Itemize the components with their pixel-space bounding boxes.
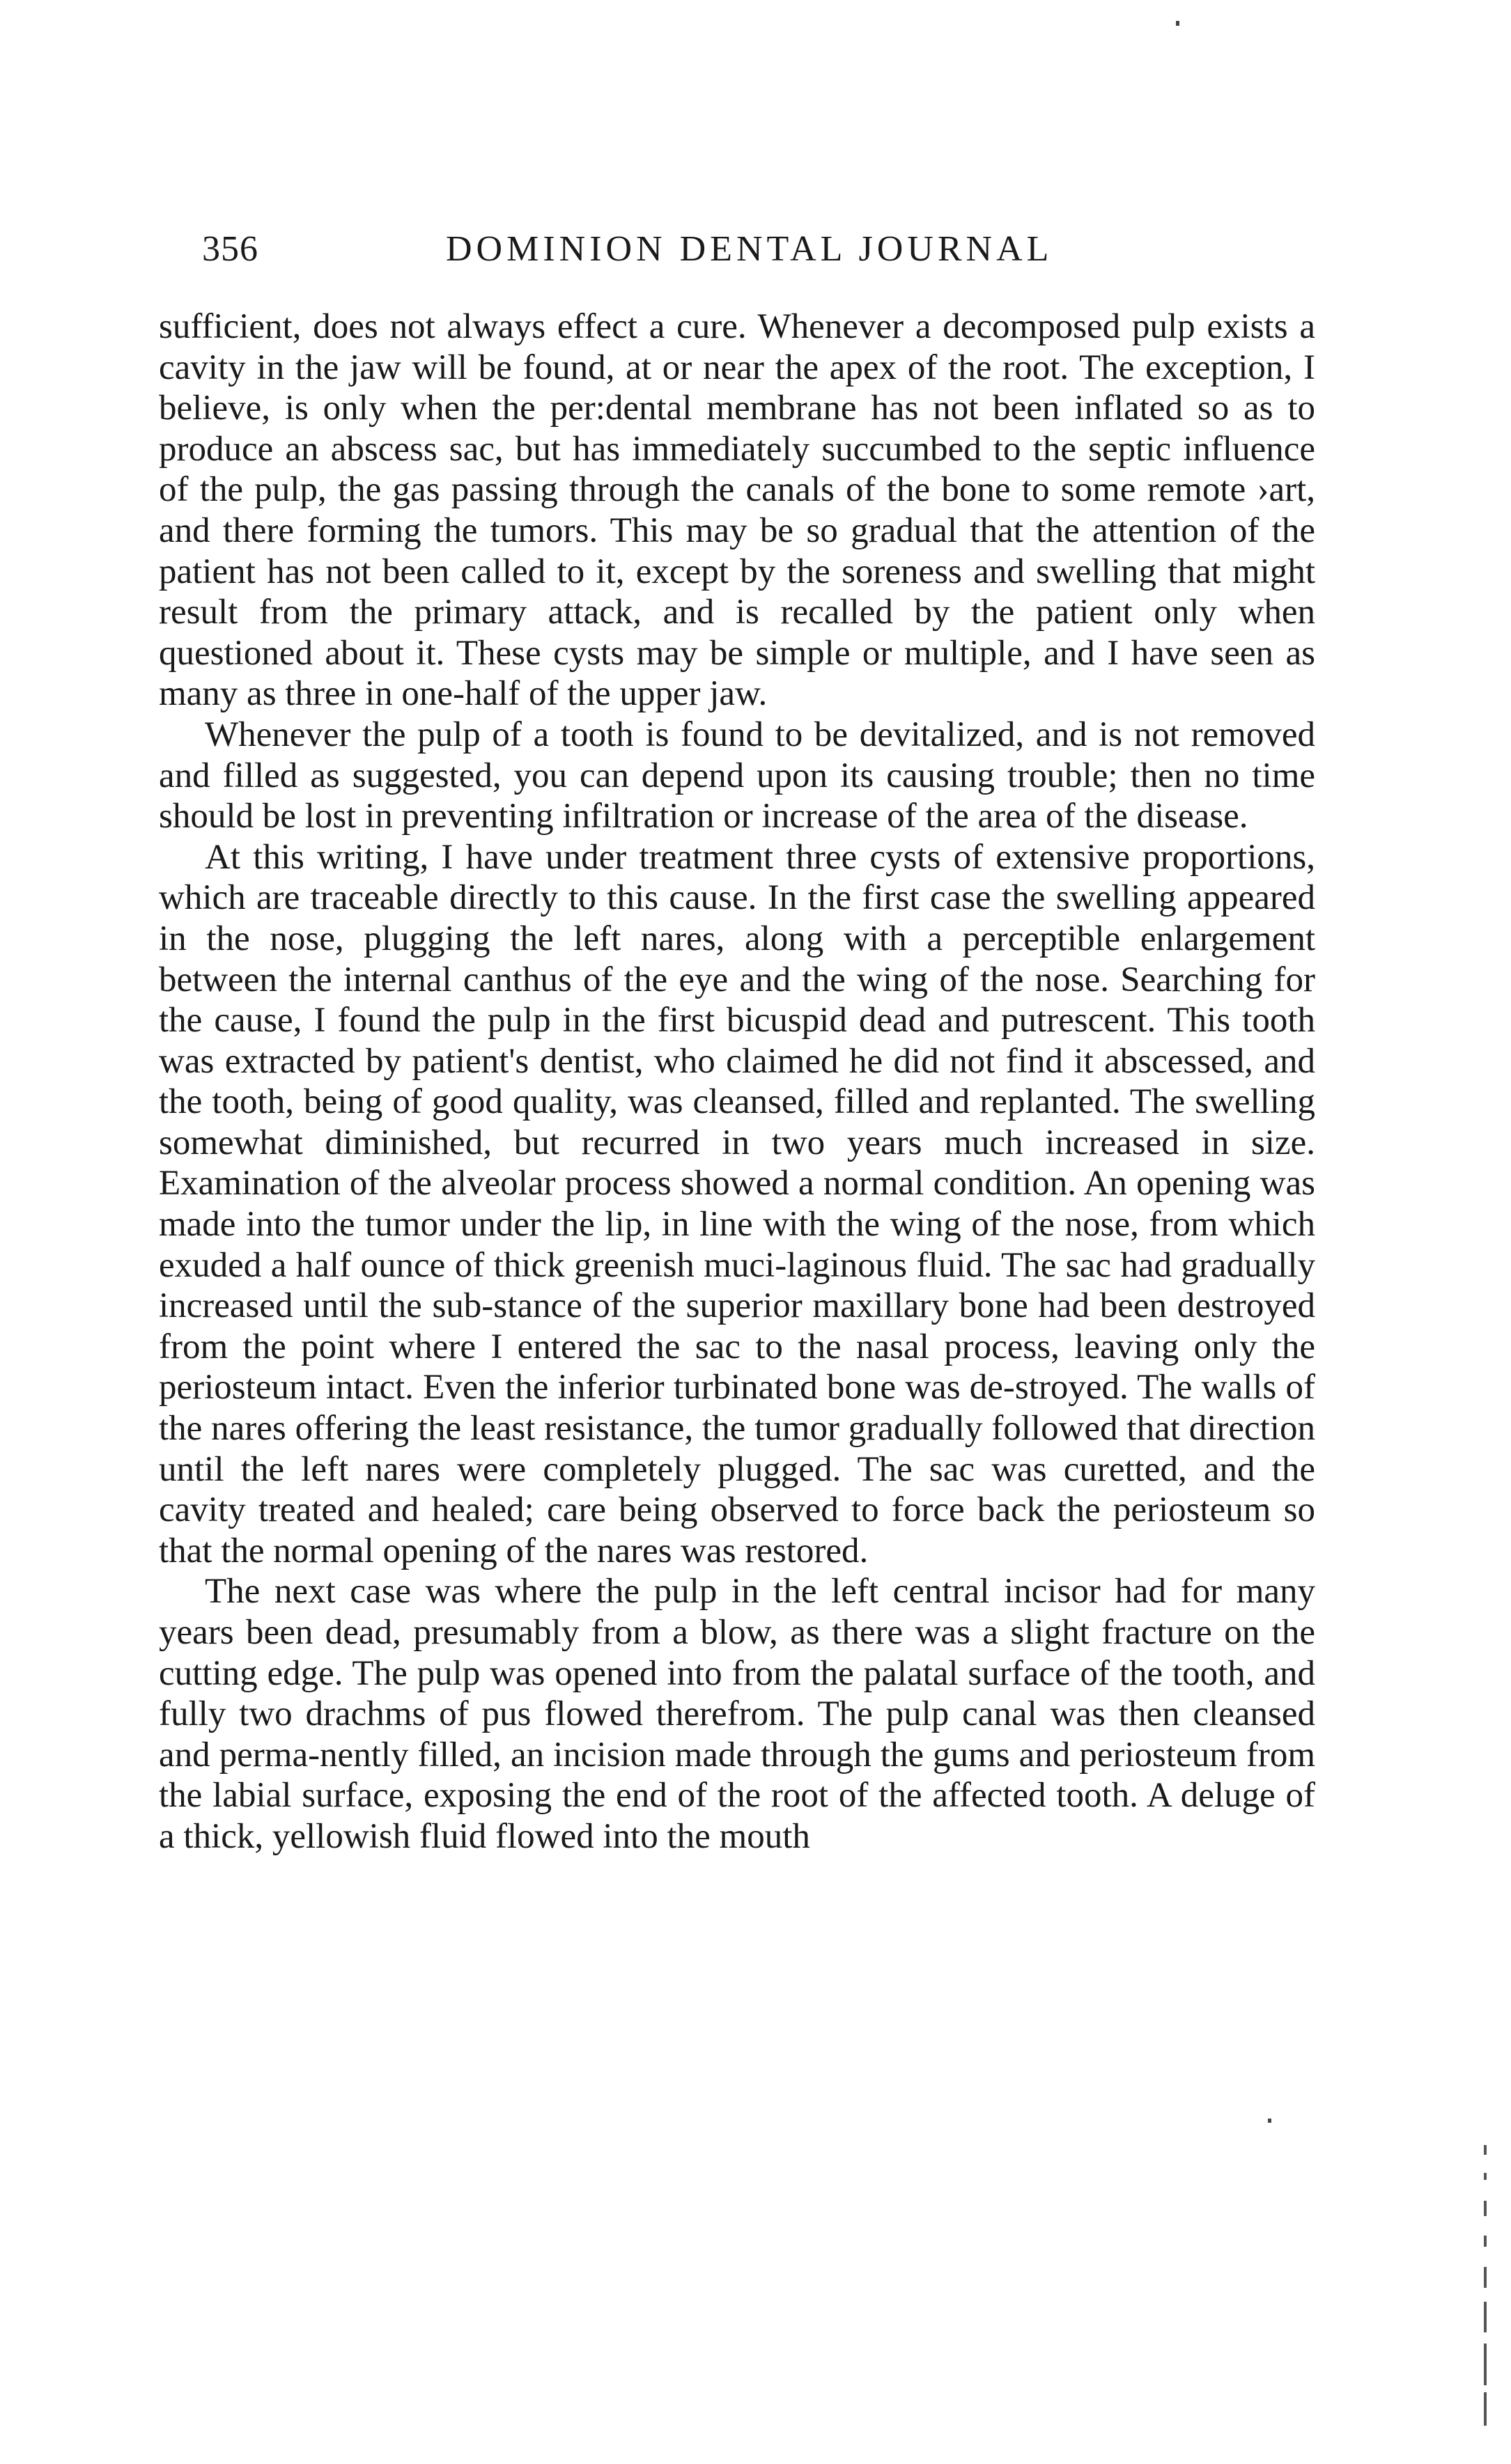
article-body (159, 306, 1315, 1857)
scan-edge-marks (1484, 2145, 1491, 2438)
page-header (202, 228, 1317, 291)
paragraph-1: sufficient, does not always effect a cure. Whenever a decomposed pulp exists a cavity in the jaw will be found, at or near the apex of the root. The exception, I believe, is only when the per:dental membrane has not been inflated so as to produce an abscess sac, but has immediately succumbed to the septic influence of the pulp, the gas passing through the canals of the bone to some remote ›art, and there forming the tumors. This may be so gradual that the attention of the patient has not been called to it, except by the soreness and swelling that might result from the primary attack, and is recalled by the patient only when questioned about it. These cysts may be simple or multiple, and I have seen as many as three in one-half of the upper jaw. (159, 307, 1315, 714)
running-title: DOMINION DENTAL JOURNAL (446, 229, 1053, 269)
scan-speck-top (1176, 21, 1179, 26)
page-number: 356 (202, 229, 258, 269)
paragraph-2: Whenever the pulp of a tooth is found to be devitalized, and is not removed and filled as suggested, you can depend upon its causing trouble; then no time should be lost in preventing infiltration or increase of the area of the disease. (159, 715, 1315, 836)
paragraph-3: At this writing, I have under treatment three cysts of extensive proportions, which are traceable directly to this cause. In the first case the swelling appeared in the nose, plugging the left nares, along with a perceptible enlargement between the internal canthus of the eye and the wing of the nose. Searching for the cause, I found the pulp in the first bicuspid dead and putrescent. This tooth was extracted by patient's dentist, who claimed he did not find it abscessed, and the tooth, being of good quality, was cleansed, filled and replanted. The swelling somewhat diminished, but recurred in two years much increased in size. Examination of the alveolar process showed a normal condition. An opening was made into the tumor under the lip, in line with the wing of the nose, from which exuded a half ounce of thick greenish muci-laginous fluid. The sac had gradually increased until the sub-stance of the superior maxillary bone had been destroyed from the point where I entered the sac to the nasal process, leaving only the periosteum intact. Even the inferior turbinated bone was de-stroyed. The walls of the nares offering the least resistance, the tumor gradually followed that direction until the left nares were completely plugged. The sac was curetted, and the cavity treated and healed; care being observed to force back the periosteum so that the normal opening of the nares was restored. (159, 837, 1315, 1570)
scan-speck-bottom (1268, 2119, 1271, 2123)
paragraph-4: The next case was where the pulp in the left central incisor had for many years been dead, presumably from a blow, as there was a slight fracture on the cutting edge. The pulp was opened into from the palatal surface of the tooth, and fully two drachms of pus flowed therefrom. The pulp canal was then cleansed and perma-nently filled, an incision made through the gums and periosteum from the labial surface, exposing the end of the root of the affected tooth. A deluge of a thick, yellowish fluid flowed into the mouth (159, 1572, 1315, 1856)
